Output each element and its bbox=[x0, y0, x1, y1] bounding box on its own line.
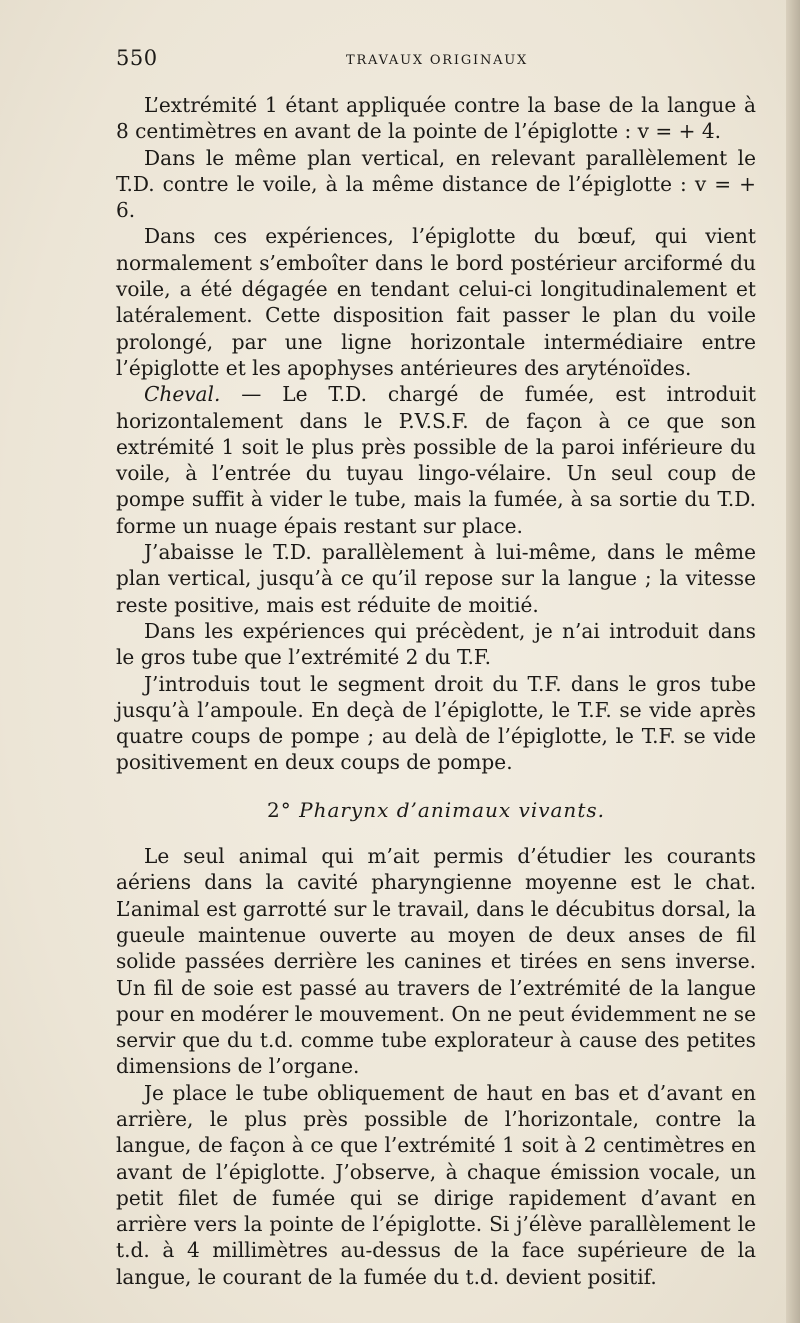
paragraph: J’introduis tout le segment droit du T.F. dans le gros tube jusqu’à l’ampoule. En deçà de l’épiglotte, le T.F. se vide après quatre coups de pompe ; au delà de l’épiglotte, le T.F. se vide positivement en deux coups de pompe. bbox=[116, 671, 756, 775]
paragraph: Le seul animal qui m’ait permis d’étudier les courants aériens dans la cavité pharyngienne moyenne est le chat. L’animal est garrotté sur le travail, dans le décubitus dorsal, la gueule maintenue ouverte au moyen de deux anses de fil solide passées derrière les canines et tirées en sens inverse. Un fil de soie est passé au travers de l’extrémité de la langue pour en modérer le mouvement. On ne peut évidemment ne se servir que du t.d. comme tube explorateur à cause des petites dimensions de l’organe. bbox=[116, 844, 756, 1079]
section-heading bbox=[116, 797, 756, 823]
running-head: TRAVAUX ORIGINAUX bbox=[346, 53, 529, 68]
section-title: Pharynx d’animaux vivants. bbox=[299, 797, 605, 822]
paragraph: Dans ces expériences, l’épiglotte du bœuf, qui vient normalement s’emboîter dans le bord postérieur arciformé du voile, a été dégagée en tendant celui-ci longitudinalement et latéralement. Cette disposition fait passer le plan du voile prolongé, par une ligne horizontale intermédiaire entre l’épiglotte et les apophyses antérieures des aryténoïdes. bbox=[116, 224, 756, 380]
body-text bbox=[116, 92, 756, 1290]
page-header bbox=[116, 46, 756, 76]
paragraph: J’abaisse le T.D. parallèlement à lui-même, dans le même plan vertical, jusqu’à ce qu’il repose sur la langue ; la vitesse reste positive, mais est réduite de moitié. bbox=[116, 540, 756, 617]
cheval-label: Cheval. bbox=[144, 382, 221, 407]
paragraph: Dans le même plan vertical, en relevant parallèlement le T.D. contre le voile, à la même distance de l’épiglotte : v = + 6. bbox=[116, 145, 756, 223]
cheval-text: — Le T.D. chargé de fumée, est introduit horizontalement dans le P.V.S.F. de façon à ce que son extrémité 1 soit le plus près possible de la paroi inférieure du voile, à l’entrée du tuyau lingo-vélaire. Un seul coup de pompe suffit à vider le tube, mais la fumée, à sa sortie du T.D. forme un nuage épais restant sur place. bbox=[116, 382, 756, 538]
section-number: 2° bbox=[267, 797, 292, 822]
paragraph: Dans les expériences qui précèdent, je n’ai introduit dans le gros tube que l’extrémité 2 du T.F. bbox=[116, 618, 756, 670]
paragraph: L’extrémité 1 étant appliquée contre la base de la langue à 8 centimètres en avant de la pointe de l’épiglotte : v = + 4. bbox=[116, 93, 756, 144]
page-number: 550 bbox=[116, 46, 158, 70]
paragraph-cheval bbox=[116, 381, 756, 539]
page-edge bbox=[786, 0, 800, 1323]
paragraph: Je place le tube obliquement de haut en bas et d’avant en arrière, le plus près possible de l’horizontale, contre la langue, de façon à ce que l’extrémité 1 soit à 2 centimètres en avant de l’épiglotte. J’observe, à chaque émission vocale, un petit filet de fumée qui se dirige rapidement d’avant en arrière vers la pointe de l’épiglotte. Si j’élève parallèlement le t.d. à 4 millimètres au-dessus de la face supérieure de la langue, le courant de la fumée du t.d. devient positif. bbox=[116, 1080, 756, 1289]
